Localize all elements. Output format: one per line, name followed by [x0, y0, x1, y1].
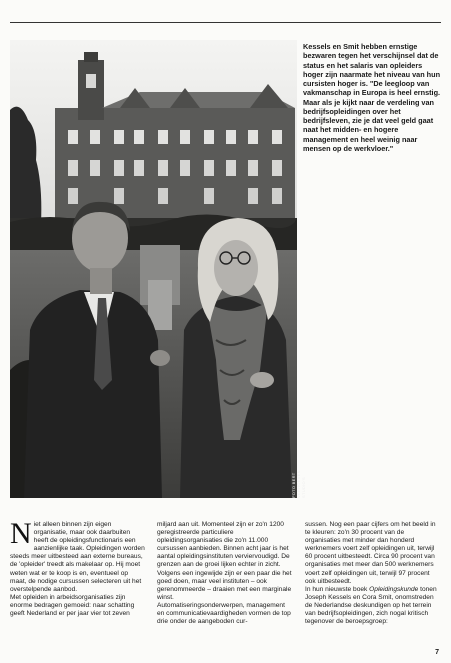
article-column-2	[157, 521, 293, 626]
article-column-1	[10, 517, 146, 618]
photo-portrait	[10, 40, 306, 498]
drop-cap: N	[10, 517, 32, 550]
book-title: Opleidingskunde	[369, 585, 419, 593]
column-3-paragraph-1: sussen. Nog een paar cijfers om het beeld in te kleuren: zo'n 30 procent van de organisaties met minder dan honderd werknemers voert zelf opleidingen uit, terwijl 60 procent uitbesteedt. Circa 90 procent van organisaties met meer dan 500 werknemers voert zelf opleidingen uit, terwijl 97 procent ook uitbesteedt.	[305, 521, 436, 585]
column-2-paragraph-2: Automatiseringsonderwerpen, management en communicatievaardigheden vormen de top drie onder de aangeboden cur-	[157, 601, 291, 626]
page-number: 7	[435, 649, 439, 656]
column-3-text-b: tonen Joseph Kessels en Cora Smit, onomstreden de Nederlandse deskundigen op het terrein van bedrijfsopleidingen, zich nogal kritisch tegenover de beroepsgroep:	[305, 585, 437, 626]
photo-credit: FOTO BERT VERHOEVEN STUDIO'S	[291, 470, 306, 498]
article-column-3	[305, 521, 441, 626]
column-1-paragraph-2: Met opleiden in arbeidsorganisaties zijn enorme bedragen gemoeid: naar schatting geeft Nederland er per jaar vier tot zeven	[10, 593, 135, 618]
column-2-paragraph-1: miljard aan uit. Momenteel zijn er zo'n 1200 geregistreerde particuliere opleidingsorganisaties die zo'n 11.000 cursussen aanbieden. Binnen acht jaar is het aantal opleidingsinstituten verviervoudigd. De grenzen aan de groei lijken echter in zicht. Volgens een ingewijde zijn er een paar die het goed doen, maar veel instituten – ook gerenommeerde – draaien met een marginale winst.	[157, 521, 292, 601]
top-rule	[10, 22, 441, 23]
column-1-paragraph-1	[10, 517, 146, 594]
column-1-text-1: iet alleen binnen zijn eigen organisatie, maar ook daarbuiten heeft de opleidingsfunctionaris een aanzienlijke taak. Opleidingen worden steeds meer uitbesteed aan externe bureaus, de 'opleider' treedt als makelaar op. Hij moet weten wat er te koop is en, eventueel op maat, de nodige cursussen selecteren uit het overstelpende aanbod.	[10, 521, 145, 593]
pull-quote: Kessels en Smit hebben ernstige bezwaren tegen het verschijnsel dat de status en het salaris van opleiders hoger zijn naarmate het niveau van hun cursisten hoger is. "De leegloop van vakmanschap in Europa is heel ernstig. Maar als je kijkt naar de verdeling van bedrijfsopleidingen over het bedrijfsleven, zie je dat veel geld gaat naat het midden- en hogere management en heel weinig naar mensen op de werkvloer."	[303, 42, 441, 153]
column-3-paragraph-2	[305, 586, 441, 626]
column-3-text-a: In hun nieuwste boek	[305, 585, 370, 593]
